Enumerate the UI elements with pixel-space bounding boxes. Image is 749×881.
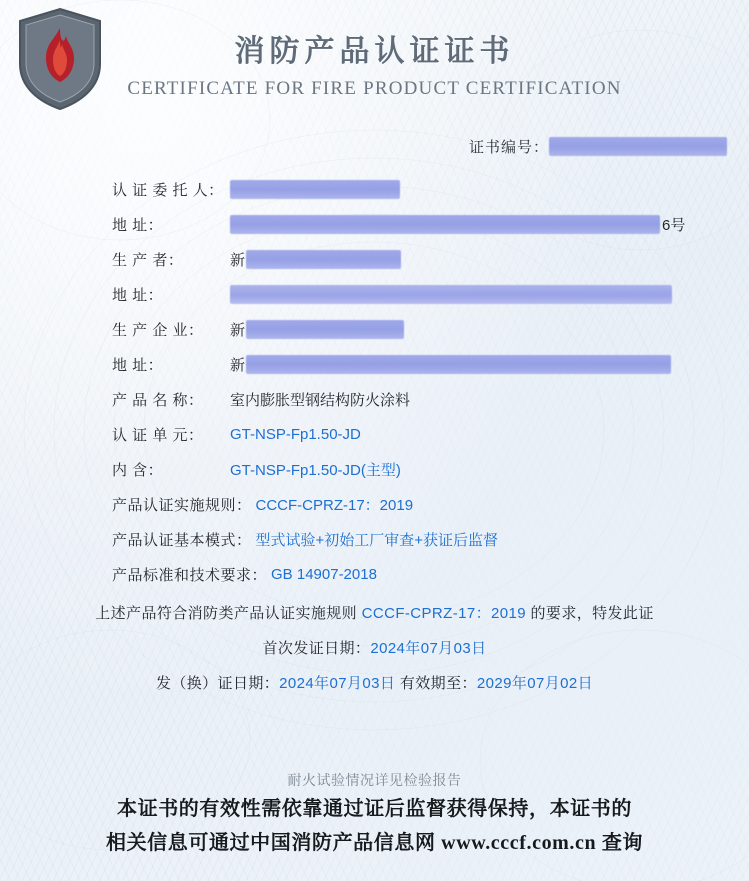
field-row-product-name xyxy=(0,382,749,417)
field-value-redaction xyxy=(246,250,401,269)
certificate-number-redaction xyxy=(549,137,727,156)
field-value-redaction xyxy=(230,215,660,234)
field-list xyxy=(0,172,749,693)
issue-date-line xyxy=(0,672,749,693)
field-value-redaction xyxy=(230,180,400,199)
field-row-manufacturer-address xyxy=(0,347,749,382)
field-row-producer-address xyxy=(0,277,749,312)
field-label: 产品认证基本模式： xyxy=(112,532,252,549)
statement-suffix: 的要求，特发此证 xyxy=(525,605,654,622)
first-issue-date-label: 首次发证日期： xyxy=(262,640,371,657)
first-issue-date-value: 2024年07月03日 xyxy=(370,640,487,657)
issue-date-value: 2024年07月03日 xyxy=(279,675,396,692)
certificate-number-row xyxy=(469,136,727,157)
certificate-header xyxy=(0,26,749,100)
statement-prefix: 上述产品符合消防类产品认证实施规则 xyxy=(95,605,362,622)
field-label: 生 产 企 业： xyxy=(112,322,204,339)
field-label: 产 品 名 称： xyxy=(112,392,204,409)
field-row-applicant-address xyxy=(0,207,749,242)
field-row-certification-mode xyxy=(0,522,749,557)
field-value: GB 14907-2018 xyxy=(271,566,377,583)
field-value-redaction xyxy=(230,285,672,304)
field-label: 地 址： xyxy=(112,217,164,234)
field-label: 地 址： xyxy=(112,287,164,304)
field-value-redaction xyxy=(246,355,671,374)
valid-until-label: 有效期至： xyxy=(399,675,477,692)
field-value: 型式试验+初始工厂审查+获证后监督 xyxy=(255,532,499,549)
valid-until-value: 2029年07月02日 xyxy=(476,675,594,692)
fire-test-footnote: 耐火试验情况详见检验报告 xyxy=(287,772,462,788)
field-row-producer xyxy=(0,242,749,277)
field-label: 产品标准和技术要求： xyxy=(112,567,268,584)
title-chinese: 消防产品认证证书 xyxy=(234,35,515,68)
field-row-product-standard xyxy=(0,557,749,592)
field-value-redaction xyxy=(246,320,404,339)
field-row-manufacturer xyxy=(0,312,749,347)
field-row-implementation-rule xyxy=(0,487,749,522)
field-label: 产品认证实施规则： xyxy=(112,497,252,514)
field-label: 生 产 者： xyxy=(112,252,184,269)
field-value-prefix: 新 xyxy=(230,252,246,269)
field-row-applicant xyxy=(0,172,749,207)
field-value: GT-NSP-Fp1.50-JD xyxy=(230,426,361,443)
first-issue-date-line xyxy=(0,637,749,658)
field-label: 地 址： xyxy=(112,357,164,374)
field-value: GT-NSP-Fp1.50-JD(主型) xyxy=(230,462,401,479)
field-value: 室内膨胀型钢结构防火涂料 xyxy=(230,392,411,409)
validity-notice xyxy=(0,792,749,860)
field-label: 认 证 单 元： xyxy=(112,427,204,444)
validity-notice-line-2: 相关信息可通过中国消防产品信息网 www.cccf.com.cn 查询 xyxy=(105,832,644,854)
field-label: 认 证 委 托 人： xyxy=(112,182,224,199)
field-row-certification-unit xyxy=(0,417,749,452)
field-value-prefix: 新 xyxy=(230,357,246,374)
field-label: 内 含： xyxy=(112,462,164,479)
title-english: CERTIFICATE FOR FIRE PRODUCT CERTIFICATION xyxy=(127,78,622,99)
field-value: CCCF-CPRZ-17：2019 xyxy=(255,497,414,514)
field-value-prefix: 新 xyxy=(230,322,246,339)
field-value-suffix: 6号 xyxy=(662,217,686,234)
issue-date-label: 发（换）证日期： xyxy=(155,675,280,692)
statement-rule: CCCF-CPRZ-17：2019 xyxy=(361,605,526,622)
conformity-statement xyxy=(0,602,749,623)
certificate-number-label: 证书编号： xyxy=(468,139,549,156)
field-row-includes xyxy=(0,452,749,487)
validity-notice-line-1: 本证书的有效性需依靠通过证后监督获得保持，本证书的 xyxy=(117,798,632,820)
